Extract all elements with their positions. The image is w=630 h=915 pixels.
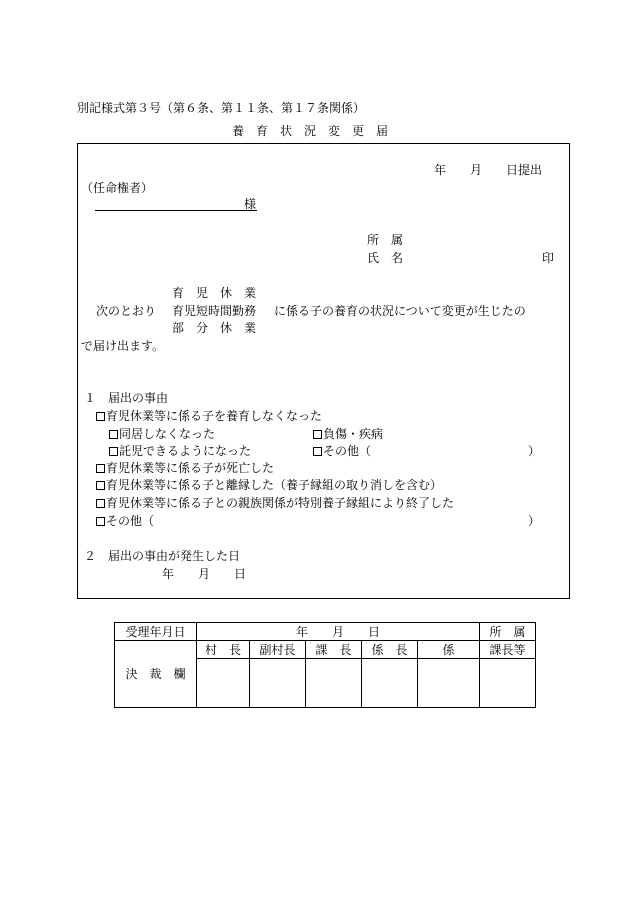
checkbox[interactable]: [109, 447, 118, 456]
col-deputy-head: 副村長: [250, 641, 306, 659]
appointer-label: （任命権者）: [81, 181, 154, 195]
col-staff: 係: [418, 641, 480, 659]
received-date-value: 年 月 日: [197, 623, 480, 641]
approval-label: 決 裁 欄: [115, 641, 197, 708]
checkbox[interactable]: [313, 447, 322, 456]
reason-separated[interactable]: 育児休業等に係る子と離縁した（養子縁組の取り消しを含む）: [96, 478, 442, 492]
col-section-manager: 課長等: [480, 641, 536, 659]
reason-other-close: ）: [528, 514, 541, 528]
received-date-label: 受理年月日: [115, 623, 197, 641]
form-frame: [77, 143, 570, 599]
col-village-head: 村 長: [197, 641, 250, 659]
stamp-cell[interactable]: [418, 659, 480, 708]
section1-title: １ 届出の事由: [84, 391, 169, 405]
statement-end: で届け出ます。: [81, 339, 165, 353]
checkbox[interactable]: [96, 517, 105, 526]
reason-child-died[interactable]: 育児休業等に係る子が死亡した: [96, 461, 274, 475]
name-label: 氏 名: [367, 251, 404, 265]
reason-other-sub[interactable]: その他（: [313, 444, 371, 458]
reason-not-cohabiting[interactable]: 同居しなくなった: [109, 427, 215, 441]
leave-type-partial: 部 分 休 業: [172, 321, 257, 335]
col-subsection-chief: 係 長: [362, 641, 418, 659]
submission-date: 年 月 日提出: [434, 163, 543, 177]
leave-type-childcare: 育 児 休 業: [172, 286, 257, 300]
stamp-cell[interactable]: [362, 659, 418, 708]
table-row: [115, 623, 536, 641]
checkbox[interactable]: [313, 430, 322, 439]
stamp-cell[interactable]: [480, 659, 536, 708]
stamp-cell[interactable]: [250, 659, 306, 708]
checkbox[interactable]: [96, 499, 105, 508]
document-title: 養 育 状 況 変 更 届: [232, 124, 389, 138]
reason-other[interactable]: その他（: [96, 514, 154, 528]
checkbox[interactable]: [96, 481, 105, 490]
reason-not-raising[interactable]: 育児休業等に係る子を養育しなくなった: [96, 409, 322, 423]
addressee-line: [95, 210, 257, 211]
honorific: 様: [244, 197, 257, 211]
approval-table: [114, 622, 536, 708]
reason-adoption-ended[interactable]: 育児休業等に係る子との親族関係が特別養子縁組により終了した: [96, 496, 454, 510]
affiliation-label: 所 属: [367, 233, 404, 247]
section2-title: ２ 届出の事由が発生した日: [84, 549, 241, 563]
col-section-chief: 課 長: [306, 641, 362, 659]
seal-mark: 印: [542, 251, 555, 265]
form-number: 別記様式第３号（第６条、第１１条、第１７条関係）: [77, 101, 366, 115]
dept-label: 所 属: [480, 623, 536, 641]
leave-type-short-hours: 育児短時間勤務: [172, 304, 257, 318]
checkbox[interactable]: [96, 464, 105, 473]
reason-daycare-possible[interactable]: 託児できるようになった: [109, 444, 251, 458]
reason-injury-illness[interactable]: 負傷・疾病: [313, 427, 383, 441]
occurrence-date: 年 月 日: [162, 567, 247, 581]
checkbox[interactable]: [96, 412, 105, 421]
checkbox[interactable]: [109, 430, 118, 439]
statement-suffix: に係る子の養育の状況について変更が生じたの: [274, 304, 526, 318]
reason-other-sub-close: ）: [528, 444, 541, 458]
statement-prefix: 次のとおり: [96, 304, 157, 318]
stamp-cell[interactable]: [306, 659, 362, 708]
table-row: [115, 641, 536, 659]
stamp-cell[interactable]: [197, 659, 250, 708]
